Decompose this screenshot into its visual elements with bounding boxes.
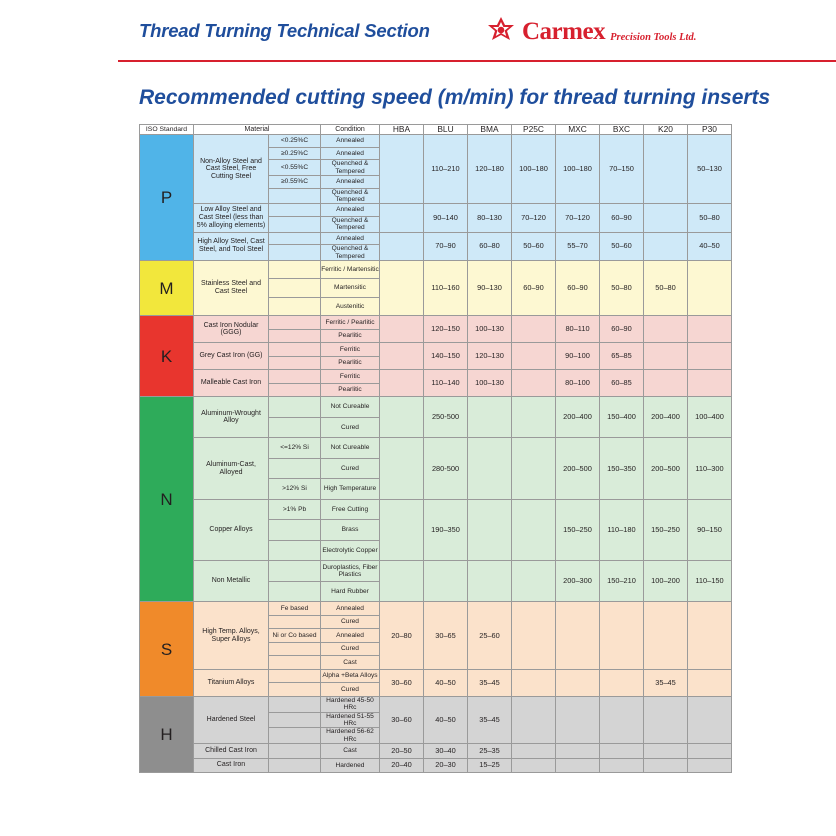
material-name: Chilled Cast Iron [194, 744, 269, 759]
speed-value-k20: 50–80 [644, 260, 688, 316]
material-subtype [269, 520, 321, 541]
table-row [140, 602, 732, 616]
material-subtype [269, 669, 321, 683]
speed-value-blu: 110–160 [424, 260, 468, 316]
material-subtype [269, 245, 321, 261]
condition-cell: Quenched & Tempered [321, 160, 380, 176]
speed-value-mxc: 200–500 [556, 438, 600, 500]
speed-value-bma: 100–130 [468, 370, 512, 397]
header-grade-k20: K20 [644, 125, 688, 135]
speed-value-bma [468, 499, 512, 561]
material-subtype [269, 561, 321, 582]
condition-cell: Martensitic [321, 279, 380, 298]
speed-value-bma [468, 397, 512, 438]
table-row [140, 499, 732, 520]
material-subtype [269, 397, 321, 418]
speed-value-bxc [600, 669, 644, 696]
material-subtype [269, 728, 321, 744]
speed-value-p25c [512, 499, 556, 561]
iso-group-m: M [140, 260, 194, 316]
speed-value-p25c [512, 316, 556, 343]
table-row [140, 397, 732, 418]
material-subtype [269, 615, 321, 629]
speed-value-blu [424, 561, 468, 602]
table-row [140, 669, 732, 683]
condition-cell: Ferritic [321, 370, 380, 384]
speed-value-bxc: 110–180 [600, 499, 644, 561]
speed-value-bma: 100–130 [468, 316, 512, 343]
speed-value-k20: 200–500 [644, 438, 688, 500]
condition-cell: Hardened 45-50 HRc [321, 696, 380, 712]
table-row [140, 758, 732, 773]
header-material: Material [194, 125, 321, 135]
section-title: Recommended cutting speed (m/min) for thread turning inserts [139, 86, 771, 109]
condition-cell: Quenched & Tempered [321, 188, 380, 204]
material-subtype [269, 188, 321, 204]
speed-value-p30: 110–300 [688, 438, 732, 500]
speed-value-blu: 250-500 [424, 397, 468, 438]
speed-value-mxc [556, 744, 600, 759]
speed-value-p25c [512, 758, 556, 773]
speed-value-mxc: 90–100 [556, 343, 600, 370]
table-row [140, 204, 732, 217]
speed-value-hba [380, 232, 424, 260]
table-row [140, 316, 732, 330]
material-name: Non-Alloy Steel and Cast Steel, Free Cutting Steel [194, 135, 269, 204]
condition-cell: Austenitic [321, 297, 380, 316]
speed-value-p25c [512, 438, 556, 500]
page-header [0, 0, 836, 62]
material-subtype: >1% Pb [269, 499, 321, 520]
condition-cell: Free Cutting [321, 499, 380, 520]
speed-value-k20: 35–45 [644, 669, 688, 696]
condition-cell: Annealed [321, 204, 380, 217]
speed-value-p30 [688, 758, 732, 773]
speed-value-mxc: 80–100 [556, 370, 600, 397]
speed-value-p25c [512, 397, 556, 438]
material-name: Copper Alloys [194, 499, 269, 561]
speed-value-p25c: 60–90 [512, 260, 556, 316]
condition-cell: Hardened 51-55 HRc [321, 712, 380, 728]
speed-value-mxc [556, 669, 600, 696]
condition-cell: Pearlitic [321, 329, 380, 343]
speed-value-k20 [644, 758, 688, 773]
speed-value-hba [380, 204, 424, 232]
material-name: Low Alloy Steel and Cast Steel (less than 5% alloying elements) [194, 204, 269, 232]
iso-group-p: P [140, 135, 194, 261]
speed-value-mxc [556, 602, 600, 670]
material-subtype [269, 458, 321, 479]
material-subtype [269, 758, 321, 773]
speed-value-blu: 70–90 [424, 232, 468, 260]
material-name: Non Metallic [194, 561, 269, 602]
material-subtype: ≥0.55%C [269, 176, 321, 189]
speed-value-p30 [688, 316, 732, 343]
iso-group-n: N [140, 397, 194, 602]
table-body [140, 135, 732, 773]
speed-value-mxc: 60–90 [556, 260, 600, 316]
speed-value-blu: 40–50 [424, 669, 468, 696]
speed-value-blu: 190–350 [424, 499, 468, 561]
speed-value-bma: 35–45 [468, 696, 512, 743]
speed-value-mxc: 80–110 [556, 316, 600, 343]
speed-value-bxc: 60–85 [600, 370, 644, 397]
condition-cell: Hardened [321, 758, 380, 773]
speed-value-bxc: 70–150 [600, 135, 644, 204]
material-subtype [269, 204, 321, 217]
speed-value-hba: 20–80 [380, 602, 424, 670]
iso-group-s: S [140, 602, 194, 697]
material-subtype [269, 370, 321, 384]
speed-value-p30: 50–130 [688, 135, 732, 204]
condition-cell: Annealed [321, 232, 380, 245]
material-name: Cast Iron [194, 758, 269, 773]
material-subtype: Ni or Co based [269, 629, 321, 643]
material-subtype: <0.55%C [269, 160, 321, 176]
speed-value-p30 [688, 744, 732, 759]
condition-cell: Electrolytic Copper [321, 540, 380, 561]
speed-value-k20 [644, 204, 688, 232]
speed-value-p30: 90–150 [688, 499, 732, 561]
material-subtype: <=12% Si [269, 438, 321, 459]
condition-cell: Quenched & Tempered [321, 216, 380, 232]
speed-value-p30 [688, 602, 732, 670]
speed-value-p25c: 50–60 [512, 232, 556, 260]
iso-group-h: H [140, 696, 194, 772]
material-name: Malleable Cast Iron [194, 370, 269, 397]
speed-value-blu: 90–140 [424, 204, 468, 232]
condition-cell: Ferritic / Martensitic [321, 260, 380, 279]
material-subtype [269, 232, 321, 245]
condition-cell: Ferritic [321, 343, 380, 357]
speed-value-bma: 35–45 [468, 669, 512, 696]
material-name: Aluminum-Cast, Alloyed [194, 438, 269, 500]
condition-cell: Pearlitic [321, 383, 380, 397]
speed-value-p25c [512, 561, 556, 602]
header-condition: Condition [321, 125, 380, 135]
speed-value-bxc: 65–85 [600, 343, 644, 370]
material-subtype [269, 417, 321, 438]
speed-value-blu: 20–30 [424, 758, 468, 773]
speed-value-p25c: 70–120 [512, 204, 556, 232]
material-subtype [269, 316, 321, 330]
material-subtype: ≥0.25%C [269, 147, 321, 160]
speed-value-bxc: 60–90 [600, 316, 644, 343]
speed-value-bxc [600, 602, 644, 670]
carmex-logo-icon [485, 16, 517, 46]
speed-value-k20 [644, 602, 688, 670]
cutting-speed-table [139, 124, 732, 773]
speed-value-p25c [512, 669, 556, 696]
speed-value-hba [380, 438, 424, 500]
table-row [140, 370, 732, 384]
speed-value-p25c [512, 602, 556, 670]
speed-value-bxc [600, 744, 644, 759]
speed-value-bma: 80–130 [468, 204, 512, 232]
speed-value-bxc [600, 758, 644, 773]
material-name: High Temp. Alloys, Super Alloys [194, 602, 269, 670]
condition-cell: Ferritic / Pearlitic [321, 316, 380, 330]
condition-cell: Cast [321, 744, 380, 759]
speed-value-hba [380, 260, 424, 316]
material-name: Stainless Steel and Cast Steel [194, 260, 269, 316]
condition-cell: Hardened 56-62 HRc [321, 728, 380, 744]
speed-value-blu: 110–210 [424, 135, 468, 204]
material-subtype [269, 642, 321, 656]
speed-value-p30: 100–400 [688, 397, 732, 438]
speed-value-p30 [688, 696, 732, 743]
speed-value-k20 [644, 343, 688, 370]
speed-value-k20: 150–250 [644, 499, 688, 561]
speed-value-p25c [512, 696, 556, 743]
material-subtype [269, 383, 321, 397]
condition-cell: Duroplastics, Fiber Plastics [321, 561, 380, 582]
speed-value-bma: 60–80 [468, 232, 512, 260]
table-row [140, 696, 732, 712]
speed-value-bxc: 150–350 [600, 438, 644, 500]
speed-value-p25c [512, 744, 556, 759]
table-row [140, 438, 732, 459]
material-subtype: >12% Si [269, 479, 321, 500]
speed-value-bma: 120–130 [468, 343, 512, 370]
condition-cell: Pearlitic [321, 356, 380, 370]
material-subtype [269, 540, 321, 561]
speed-value-bxc: 60–90 [600, 204, 644, 232]
table-row [140, 232, 732, 245]
condition-cell: Not Cureable [321, 397, 380, 418]
speed-value-hba [380, 397, 424, 438]
condition-cell: Annealed [321, 602, 380, 616]
speed-value-mxc: 70–120 [556, 204, 600, 232]
speed-value-bma: 25–60 [468, 602, 512, 670]
table-row [140, 744, 732, 759]
material-subtype [269, 329, 321, 343]
speed-value-bma [468, 561, 512, 602]
speed-value-blu: 280-500 [424, 438, 468, 500]
speed-value-bxc: 150–400 [600, 397, 644, 438]
material-subtype [269, 656, 321, 670]
condition-cell: Annealed [321, 147, 380, 160]
speed-value-hba [380, 561, 424, 602]
speed-value-k20 [644, 232, 688, 260]
material-subtype [269, 581, 321, 602]
table-header-row [140, 125, 732, 135]
material-name: Cast Iron Nodular (GGG) [194, 316, 269, 343]
header-grade-hba: HBA [380, 125, 424, 135]
table-row [140, 135, 732, 148]
speed-value-mxc: 200–400 [556, 397, 600, 438]
header-grade-p25c: P25C [512, 125, 556, 135]
speed-value-bma [468, 438, 512, 500]
condition-cell: Alpha +Beta Alloys [321, 669, 380, 683]
material-subtype [269, 356, 321, 370]
header-grade-bma: BMA [468, 125, 512, 135]
page-title: Thread Turning Technical Section [139, 20, 430, 41]
material-name: Hardened Steel [194, 696, 269, 743]
speed-value-blu: 120–150 [424, 316, 468, 343]
material-subtype [269, 297, 321, 316]
material-name: High Alloy Steel, Cast Steel, and Tool Steel [194, 232, 269, 260]
speed-value-hba: 30–60 [380, 669, 424, 696]
condition-cell: Quenched & Tempered [321, 245, 380, 261]
speed-value-blu: 40–50 [424, 696, 468, 743]
speed-value-bxc [600, 696, 644, 743]
material-subtype [269, 260, 321, 279]
material-subtype [269, 744, 321, 759]
material-name: Titanium Alloys [194, 669, 269, 696]
condition-cell: Cured [321, 642, 380, 656]
speed-value-mxc: 200–300 [556, 561, 600, 602]
material-subtype [269, 712, 321, 728]
header-grade-blu: BLU [424, 125, 468, 135]
material-subtype: <0.25%C [269, 135, 321, 148]
brand-tagline: Precision Tools Ltd. [610, 32, 697, 43]
condition-cell: High Temperature [321, 479, 380, 500]
condition-cell: Annealed [321, 176, 380, 189]
speed-value-p30 [688, 370, 732, 397]
speed-value-bma: 120–180 [468, 135, 512, 204]
speed-value-mxc: 150–250 [556, 499, 600, 561]
speed-value-k20 [644, 370, 688, 397]
speed-value-k20 [644, 316, 688, 343]
speed-value-p25c [512, 370, 556, 397]
condition-cell: Annealed [321, 629, 380, 643]
speed-value-hba: 20–50 [380, 744, 424, 759]
header-grade-p30: P30 [688, 125, 732, 135]
speed-value-mxc [556, 758, 600, 773]
speed-value-blu: 110–140 [424, 370, 468, 397]
speed-value-hba [380, 499, 424, 561]
condition-cell: Cured [321, 458, 380, 479]
speed-value-mxc: 55–70 [556, 232, 600, 260]
condition-cell: Brass [321, 520, 380, 541]
speed-value-mxc: 100–180 [556, 135, 600, 204]
speed-value-mxc [556, 696, 600, 743]
speed-value-hba [380, 370, 424, 397]
material-subtype [269, 683, 321, 697]
material-subtype [269, 216, 321, 232]
speed-value-bxc: 50–60 [600, 232, 644, 260]
condition-cell: Cured [321, 683, 380, 697]
condition-cell: Not Cureable [321, 438, 380, 459]
speed-value-blu: 140–150 [424, 343, 468, 370]
condition-cell: Cast [321, 656, 380, 670]
speed-value-p30 [688, 260, 732, 316]
speed-value-k20 [644, 744, 688, 759]
material-subtype: Fe based [269, 602, 321, 616]
speed-value-p30 [688, 343, 732, 370]
table-row [140, 343, 732, 357]
header-grade-bxc: BXC [600, 125, 644, 135]
condition-cell: Hard Rubber [321, 581, 380, 602]
material-subtype [269, 343, 321, 357]
speed-value-hba: 30–60 [380, 696, 424, 743]
table-row [140, 561, 732, 582]
speed-value-blu: 30–65 [424, 602, 468, 670]
speed-value-hba: 20–40 [380, 758, 424, 773]
speed-value-bma: 15–25 [468, 758, 512, 773]
table-row [140, 260, 732, 279]
speed-value-hba [380, 316, 424, 343]
speed-value-p25c: 100–180 [512, 135, 556, 204]
condition-cell: Cured [321, 615, 380, 629]
speed-value-hba [380, 135, 424, 204]
header-grade-mxc: MXC [556, 125, 600, 135]
speed-value-bma: 90–130 [468, 260, 512, 316]
speed-value-p30: 40–50 [688, 232, 732, 260]
speed-value-p30 [688, 669, 732, 696]
material-subtype [269, 279, 321, 298]
brand-name: Carmex [522, 17, 606, 45]
material-name: Aluminum-Wrought Alloy [194, 397, 269, 438]
speed-value-p30: 50–80 [688, 204, 732, 232]
header-iso: ISO Standard [140, 125, 194, 135]
speed-value-p25c [512, 343, 556, 370]
speed-value-p30: 110–150 [688, 561, 732, 602]
speed-value-bxc: 150–210 [600, 561, 644, 602]
iso-group-k: K [140, 316, 194, 397]
speed-value-bxc: 50–80 [600, 260, 644, 316]
brand-logo [485, 16, 696, 46]
speed-value-k20 [644, 696, 688, 743]
condition-cell: Cured [321, 417, 380, 438]
speed-value-blu: 30–40 [424, 744, 468, 759]
speed-value-hba [380, 343, 424, 370]
speed-value-bma: 25–35 [468, 744, 512, 759]
speed-value-k20: 200–400 [644, 397, 688, 438]
speed-value-k20: 100–200 [644, 561, 688, 602]
header-divider [118, 60, 836, 62]
condition-cell: Annealed [321, 135, 380, 148]
speed-value-k20 [644, 135, 688, 204]
material-subtype [269, 696, 321, 712]
material-name: Grey Cast Iron (GG) [194, 343, 269, 370]
